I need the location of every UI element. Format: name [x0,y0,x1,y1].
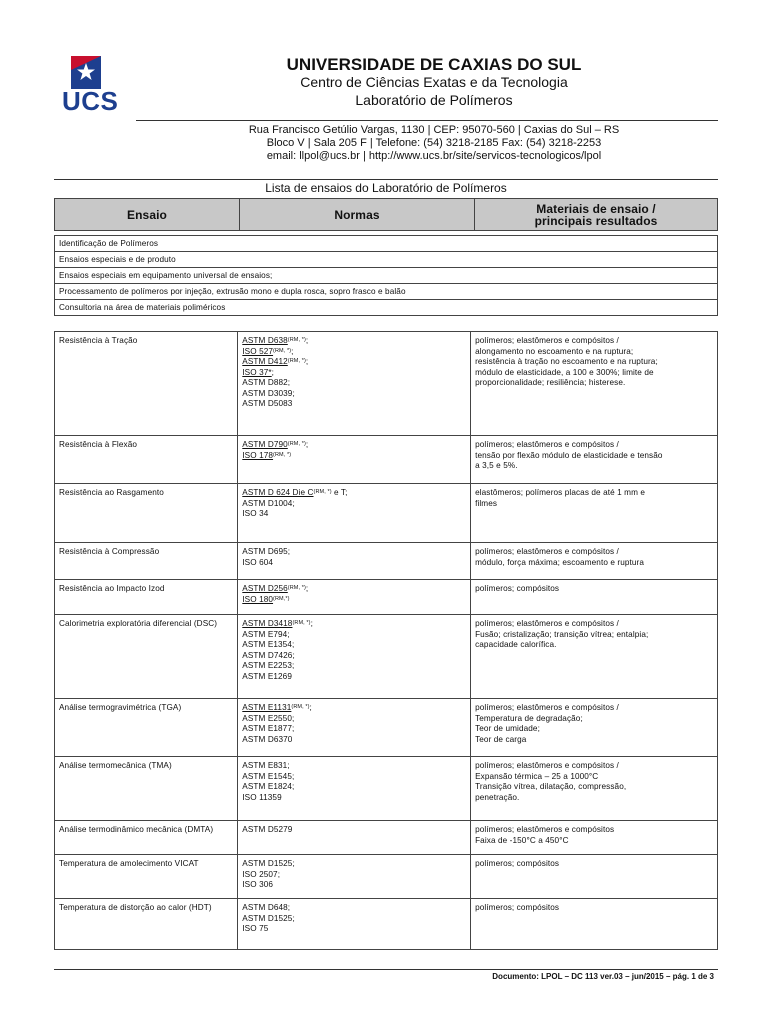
norma-item [242,640,466,651]
norma-item [242,347,466,358]
ensaio-cell: Resistência à Compressão [55,543,238,580]
norma-code: ISO 180 [242,594,274,604]
norma-accreditation: (RM, *) [273,347,292,354]
norma-accreditation: (RM, *) [287,585,306,591]
norma-code: ISO 34 [242,509,269,518]
resultados-cell [471,615,718,699]
resultado-line: polímeros; elastômeros e compósitos / [475,761,619,770]
normas-cell [238,615,471,699]
norma-code: ASTM D5279 [242,825,293,834]
table-row [55,757,718,821]
norma-item [242,735,466,746]
resultados-cell [471,332,718,436]
ensaio-cell: Análise termogravimétrica (TGA) [55,699,238,757]
normas-cell [238,821,471,855]
norma-code: ASTM D 624 Die C [242,488,314,497]
resultados-cell [471,436,718,484]
norma-item [242,619,466,630]
norma-item [242,378,466,389]
normas-cell [238,699,471,757]
normas-cell [238,855,471,899]
info-row: Ensaios especiais e de produto [55,252,718,268]
logo-text: UCS [62,86,119,116]
resultados-cell [471,543,718,580]
norma-code: ASTM E1824; [242,782,295,791]
resultado-line: Temperatura de degradação; [475,713,583,723]
resultado-line: polímeros; elastômeros e compósitos / [475,440,619,449]
column-ensaio: Ensaio [55,199,240,231]
norma-item [242,389,466,400]
norma-item [242,509,466,520]
resultado-line: Fusão; cristalização; transição vítrea; entalpia; [475,629,649,639]
norma-code: ASTM D256 [242,584,288,593]
footer-divider [54,969,718,970]
resultado-line: capacidade calorífica. [475,640,557,649]
norma-item [242,488,466,499]
resultado-line: polímeros; elastômeros e compósitos [475,825,615,834]
norma-item [242,793,466,804]
norma-code: ASTM D7426; [242,650,295,660]
norma-suffix: ; [305,336,309,345]
norma-code: ASTM D648; [242,903,291,912]
resultado-line: filmes [475,498,498,508]
norma-item [242,859,466,870]
table-row [55,615,718,699]
norma-code: ASTM E2253; [242,661,295,670]
table-row [55,899,718,950]
resultado-line: polímeros; compósitos [475,903,560,912]
norma-code: ISO 37* [242,367,272,377]
norma-code: ASTM D638 [242,336,288,345]
resultados-cell [471,899,718,950]
resultado-line: penetração. [475,792,520,802]
norma-accreditation: (RM, *) [287,441,306,447]
norma-accreditation: (RM, *) [313,489,332,495]
resultado-line: polímeros; compósitos [475,584,560,593]
table-row [55,580,718,615]
norma-code: ASTM D695; [242,547,291,556]
table-row [55,855,718,899]
norma-item [242,584,466,595]
resultados-cell [471,821,718,855]
norma-suffix: ; [271,367,275,377]
resultado-line: proporcionalidade; resiliência; histerese. [475,378,626,387]
normas-cell [238,436,471,484]
norma-item [242,924,466,935]
norma-code: ASTM D412 [242,357,288,366]
norma-code: ASTM E1545; [242,771,295,781]
address-line-1: Rua Francisco Getúlio Vargas, 1130 | CEP: 95070-560 | Caxias do Sul – RS [248,124,620,136]
norma-item [242,772,466,783]
norma-code: ASTM D1525; [242,913,295,923]
norma-item [242,761,466,772]
resultado-line: Expansão térmica – 25 a 1000°C [475,771,599,781]
norma-item [242,903,466,914]
norma-code: ISO 75 [242,924,269,933]
norma-accreditation: (RM, *) [273,451,292,458]
resultado-line: polímeros; elastômeros e compósitos / [475,336,619,345]
norma-suffix: ; [309,703,312,712]
table-row [55,821,718,855]
norma-accreditation: (RM,*) [273,595,290,602]
norma-suffix: ; [310,619,313,628]
norma-item [242,440,466,451]
norma-accreditation: (RM, *) [292,620,311,626]
norma-code: ASTM E1131 [242,703,292,712]
norma-code: ASTM D1525; [242,859,295,868]
norma-code: ASTM E1354; [242,640,295,649]
resultados-cell [471,757,718,821]
resultado-line: módulo de elasticidade, a 100 e 300%; limite de [475,367,654,377]
norma-code: ASTM E831; [242,761,290,770]
norma-item [242,914,466,925]
document-footer: Documento: LPOL – DC 113 ver.03 – jun/2015 – pág. 1 de 3 [492,972,714,981]
norma-code: ASTM D6370 [242,734,293,744]
norma-item [242,724,466,735]
info-row: Ensaios especiais em equipamento universal de ensaios; [55,268,718,284]
resultados-cell [471,699,718,757]
norma-suffix: e T; [331,488,348,497]
norma-item [242,547,466,558]
norma-item [242,630,466,641]
table-row [55,699,718,757]
norma-item [242,499,466,510]
ensaio-cell: Calorimetria exploratória diferencial (DSC) [55,615,238,699]
resultado-line: polímeros; elastômeros e compósitos / [475,547,619,556]
norma-suffix: ; [291,346,294,356]
address-line-2: Bloco V | Sala 205 F | Telefone: (54) 3218-2185 Fax: (54) 3218-2253 [266,137,602,149]
norma-code: ISO 178 [242,450,274,460]
normas-cell [238,899,471,950]
info-row: Consultoria na área de materiais poliméricos [55,300,718,316]
table-row [55,436,718,484]
info-row: Identificação de Polímeros [55,236,718,252]
resultado-line: elastômeros; polímeros placas de até 1 mm e [475,488,646,497]
list-title: Lista de ensaios do Laboratório de Polímeros [265,181,507,195]
norma-item [242,703,466,714]
center-name: Centro de Ciências Exatas e da Tecnologia [300,74,568,90]
header-divider [136,120,718,121]
normas-cell [238,757,471,821]
resultados-cell [471,484,718,543]
resultado-line: polímeros; elastômeros e compósitos / [475,703,619,712]
norma-code: ASTM E1269 [242,671,292,681]
norma-code: ISO 2507; [242,869,281,879]
norma-code: ASTM D882; [242,378,291,387]
norma-item [242,825,466,836]
resultado-line: resistência à tração no escoamento e na ruptura; [475,357,658,366]
resultado-line: polímeros; elastômeros e compósitos / [475,619,619,628]
norma-code: ISO 604 [242,557,274,567]
column-materiais-line1: Materiais de ensaio / [536,201,656,216]
norma-item [242,399,466,410]
ensaio-cell: Análise termomecânica (TMA) [55,757,238,821]
norma-item [242,357,466,368]
norma-code: ASTM D3418 [242,619,293,628]
ucs-logo [62,56,126,114]
info-row: Processamento de polímeros por injeção, extrusão mono e dupla rosca, sopro frasco e balão [55,284,718,300]
ensaio-cell: Resistência ao Impacto Izod [55,580,238,615]
norma-code: ASTM D3039; [242,388,295,398]
normas-cell [238,332,471,436]
normas-cell [238,580,471,615]
resultado-line: a 3,5 e 5%. [475,461,518,470]
norma-accreditation: (RM, *) [287,337,306,343]
norma-code: ASTM D1004; [242,498,295,508]
norma-item [242,336,466,347]
norma-item [242,651,466,662]
norma-code: ISO 11359 [242,792,282,802]
norma-item [242,368,466,379]
norma-code: ASTM E2550; [242,713,295,723]
address-line-3: email: llpol@ucs.br | http://www.ucs.br/site/servicos-tecnologicos/lpol [266,150,602,162]
resultado-line: alongamento no escoamento e na ruptura; [475,346,634,356]
norma-item [242,714,466,725]
table-row [55,332,718,436]
norma-code: ASTM D790 [242,440,288,449]
table-header [54,198,718,231]
info-table [54,235,718,316]
norma-item [242,880,466,891]
norma-suffix: ; [305,440,309,449]
norma-item [242,672,466,683]
column-normas: Normas [240,199,475,231]
ensaio-cell: Temperatura de amolecimento VICAT [55,855,238,899]
norma-item [242,870,466,881]
norma-item [242,595,466,606]
norma-item [242,451,466,462]
column-materiais-line2: principais resultados [534,213,658,228]
normas-cell [238,484,471,543]
university-name: UNIVERSIDADE DE CAXIAS DO SUL [286,55,582,74]
resultado-line: Faixa de -150°C a 450°C [475,835,569,845]
ensaio-cell: Análise termodinâmico mecânica (DMTA) [55,821,238,855]
resultado-line: módulo, força máxima; escoamento e ruptura [475,557,645,567]
norma-item [242,782,466,793]
table-row [55,484,718,543]
list-divider [54,179,718,180]
resultado-line: polímeros; compósitos [475,859,560,868]
ensaio-cell: Resistência à Tração [55,332,238,436]
ucs-flag-icon [71,56,101,89]
norma-code: ASTM E794; [242,629,290,639]
norma-accreditation: (RM, *) [291,704,310,710]
normas-cell [238,543,471,580]
tests-table [54,331,718,950]
resultado-line: tensão por flexão módulo de elasticidade e tensão [475,450,663,460]
norma-accreditation: (RM, *) [287,358,306,364]
norma-code: ASTM E1877; [242,724,295,733]
resultados-cell [471,855,718,899]
resultados-cell [471,580,718,615]
norma-suffix: ; [305,357,309,366]
resultado-line: Transição vítrea, dilatação, compressão, [475,782,627,791]
resultado-line: Teor de carga [475,734,527,744]
norma-code: ISO 306 [242,880,274,889]
norma-item [242,661,466,672]
column-materiais [475,199,718,231]
ensaio-cell: Resistência à Flexão [55,436,238,484]
ensaio-cell: Temperatura de distorção ao calor (HDT) [55,899,238,950]
norma-code: ISO 527 [242,346,274,356]
resultado-line: Teor de umidade; [475,724,540,733]
table-row [55,543,718,580]
norma-suffix: ; [305,584,309,593]
ensaio-cell: Resistência ao Rasgamento [55,484,238,543]
norma-item [242,558,466,569]
lab-name: Laboratório de Polímeros [355,92,513,108]
norma-code: ASTM D5083 [242,399,293,408]
